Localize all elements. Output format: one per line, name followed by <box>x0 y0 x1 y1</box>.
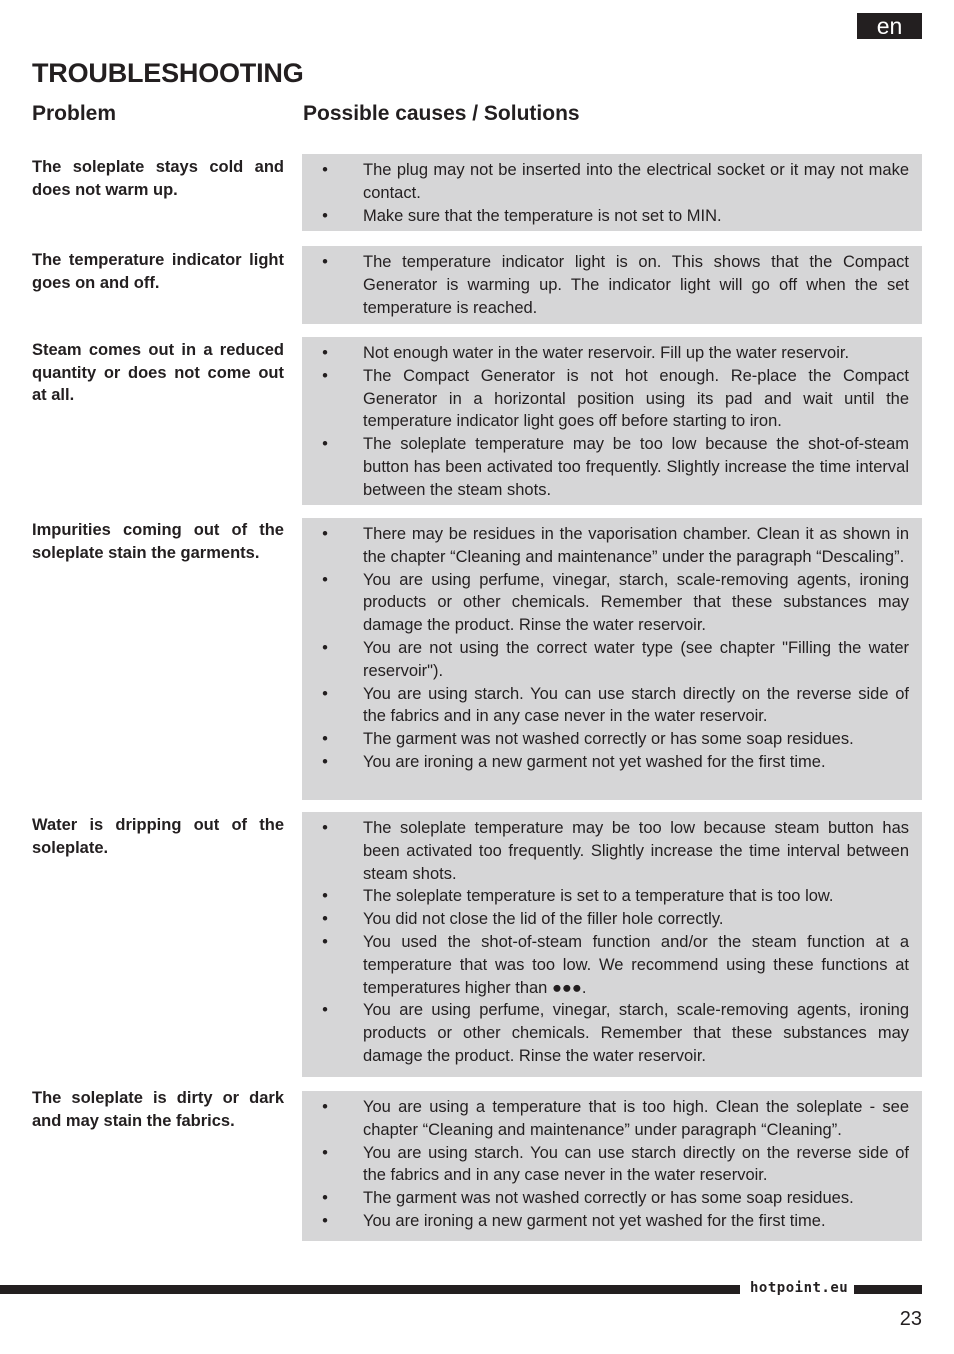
solution-item <box>302 683 909 729</box>
bullet-icon: • <box>322 638 328 657</box>
solutions-list <box>302 523 909 774</box>
solution-text: The garment was not washed correctly or has some soap residues. <box>363 730 854 749</box>
solutions-list <box>302 159 909 227</box>
bullet-icon: • <box>322 730 328 749</box>
solution-text: You are using perfume, vinegar, starch, scale-removing agents, ironing products or other chemicals. Remember that these substances may damage the product. Rinse the water reservoir. <box>363 570 909 635</box>
solution-text: You are ironing a new garment not yet washed for the first time. <box>363 752 826 771</box>
solution-item <box>302 523 909 569</box>
bullet-icon: • <box>322 887 328 906</box>
problem-text: The soleplate stays cold and does not warm up. <box>32 158 284 199</box>
solution-text: You did not close the lid of the filler hole correctly. <box>363 910 724 929</box>
solution-text: You are using a temperature that is too high. Clean the soleplate - see chapter “Cleaning and maintenance” under paragraph “Cleaning”. <box>363 1098 909 1139</box>
solutions-box <box>302 246 922 324</box>
solution-item <box>302 251 909 319</box>
solution-text: The garment was not washed correctly or has some soap residues. <box>363 1189 854 1208</box>
solution-text: The plug may not be inserted into the electrical socket or it may not make contact. <box>363 161 909 202</box>
solutions-list <box>302 817 909 1068</box>
page-number: 23 <box>899 1308 922 1330</box>
causes-column-header: Possible causes / Solutions <box>303 102 580 125</box>
solution-text: You are using perfume, vinegar, starch, scale-removing agents, ironing products or other chemicals. Remember that these substances may damage the product. Rinse the water reservoir. <box>363 1001 909 1065</box>
solution-item <box>302 908 909 931</box>
solution-text: The temperature indicator light is on. This shows that the Compact Generator is warming up. The indicator light will go off when the set temperature is reached. <box>363 253 909 317</box>
bullet-icon: • <box>322 1211 328 1230</box>
problem-text: The temperature indicator light goes on and off. <box>32 251 284 292</box>
solutions-box <box>302 812 922 1077</box>
solution-text: You used the shot-of-steam function and/or the steam function at a temperature that was too low. We recommend using these functions at temperatures higher than ●●●. <box>363 932 909 997</box>
solution-text: The soleplate temperature is set to a temperature that is too low. <box>363 887 834 906</box>
bullet-icon: • <box>322 206 328 225</box>
solution-item <box>302 205 909 228</box>
problem-column-header: Problem <box>32 102 117 125</box>
solution-item <box>302 885 909 908</box>
solution-item <box>302 999 909 1067</box>
solution-item <box>302 931 909 999</box>
solution-text: The soleplate temperature may be too low because the shot-of-steam button has been activated too frequently. Slightly increase the time interval between the steam shots. <box>363 435 909 499</box>
problem-text: Impurities coming out of the soleplate stain the garments. <box>32 521 284 562</box>
bullet-icon: • <box>322 570 328 589</box>
solutions-box <box>302 1091 922 1241</box>
solution-text: The soleplate temperature may be too low because steam button has been activated too frequently. Slightly increase the time interval between steam shots. <box>363 819 909 883</box>
solutions-box <box>302 154 922 231</box>
solution-text: Not enough water in the water reservoir. Fill up the water reservoir. <box>363 344 850 362</box>
footer-rule-right <box>854 1285 922 1294</box>
solution-text: You are not using the correct water type (see chapter "Filling the water reservoir"). <box>363 638 909 680</box>
problem-text: The soleplate is dirty or dark and may stain the fabrics. <box>32 1089 284 1130</box>
solution-item <box>302 637 909 683</box>
solution-item <box>302 1096 909 1142</box>
solution-item <box>302 342 909 365</box>
solutions-list <box>302 1096 909 1233</box>
solution-text: You are using starch. You can use starch directly on the reverse side of the fabrics and in any case never in the water reservoir. <box>363 684 909 726</box>
bullet-icon: • <box>322 366 328 385</box>
solutions-list <box>302 251 909 319</box>
solutions-box <box>302 337 922 505</box>
bullet-icon: • <box>322 684 328 703</box>
bullet-icon: • <box>322 910 328 929</box>
solution-text: You are ironing a new garment not yet washed for the first time. <box>363 1211 826 1230</box>
solution-item <box>302 1142 909 1188</box>
brand-logo: hotpoint.eu <box>750 1280 849 1296</box>
bullet-icon: • <box>322 1189 328 1208</box>
bullet-icon: • <box>322 752 328 771</box>
bullet-icon: • <box>322 1098 328 1116</box>
solution-item <box>302 569 909 637</box>
solution-item <box>302 728 909 751</box>
footer-rule-left <box>0 1285 740 1294</box>
solution-item <box>302 1187 909 1210</box>
solution-item <box>302 365 909 433</box>
solution-item <box>302 159 909 205</box>
solution-text: The Compact Generator is not hot enough. Re-place the Compact Generator in a horizontal position using its pad and wait until the temperature indicator light goes off before starting to iron. <box>363 366 909 431</box>
solution-item <box>302 751 909 774</box>
language-badge: en <box>857 13 922 39</box>
bullet-icon: • <box>322 161 328 179</box>
bullet-icon: • <box>322 344 328 362</box>
bullet-icon: • <box>322 1143 328 1162</box>
solution-item <box>302 433 909 501</box>
solution-text: You are using starch. You can use starch directly on the reverse side of the fabrics and in any case never in the water reservoir. <box>363 1143 909 1185</box>
problem-text: Water is dripping out of the soleplate. <box>32 816 284 857</box>
bullet-icon: • <box>322 525 328 543</box>
page-title: TROUBLESHOOTING <box>32 58 304 88</box>
solution-text: There may be residues in the vaporisation chamber. Clean it as shown in the chapter “Cleaning and maintenance” under the paragraph “Descaling”. <box>363 525 909 566</box>
bullet-icon: • <box>322 819 328 837</box>
solutions-box <box>302 518 922 800</box>
solution-item <box>302 1210 909 1233</box>
bullet-icon: • <box>322 253 328 271</box>
solutions-list <box>302 342 909 502</box>
bullet-icon: • <box>322 1001 328 1020</box>
problem-text: Steam comes out in a reduced quantity or does not come out at all. <box>32 341 284 404</box>
bullet-icon: • <box>322 932 328 951</box>
bullet-icon: • <box>322 435 328 454</box>
solution-text: Make sure that the temperature is not set to MIN. <box>363 206 722 225</box>
solution-item <box>302 817 909 885</box>
